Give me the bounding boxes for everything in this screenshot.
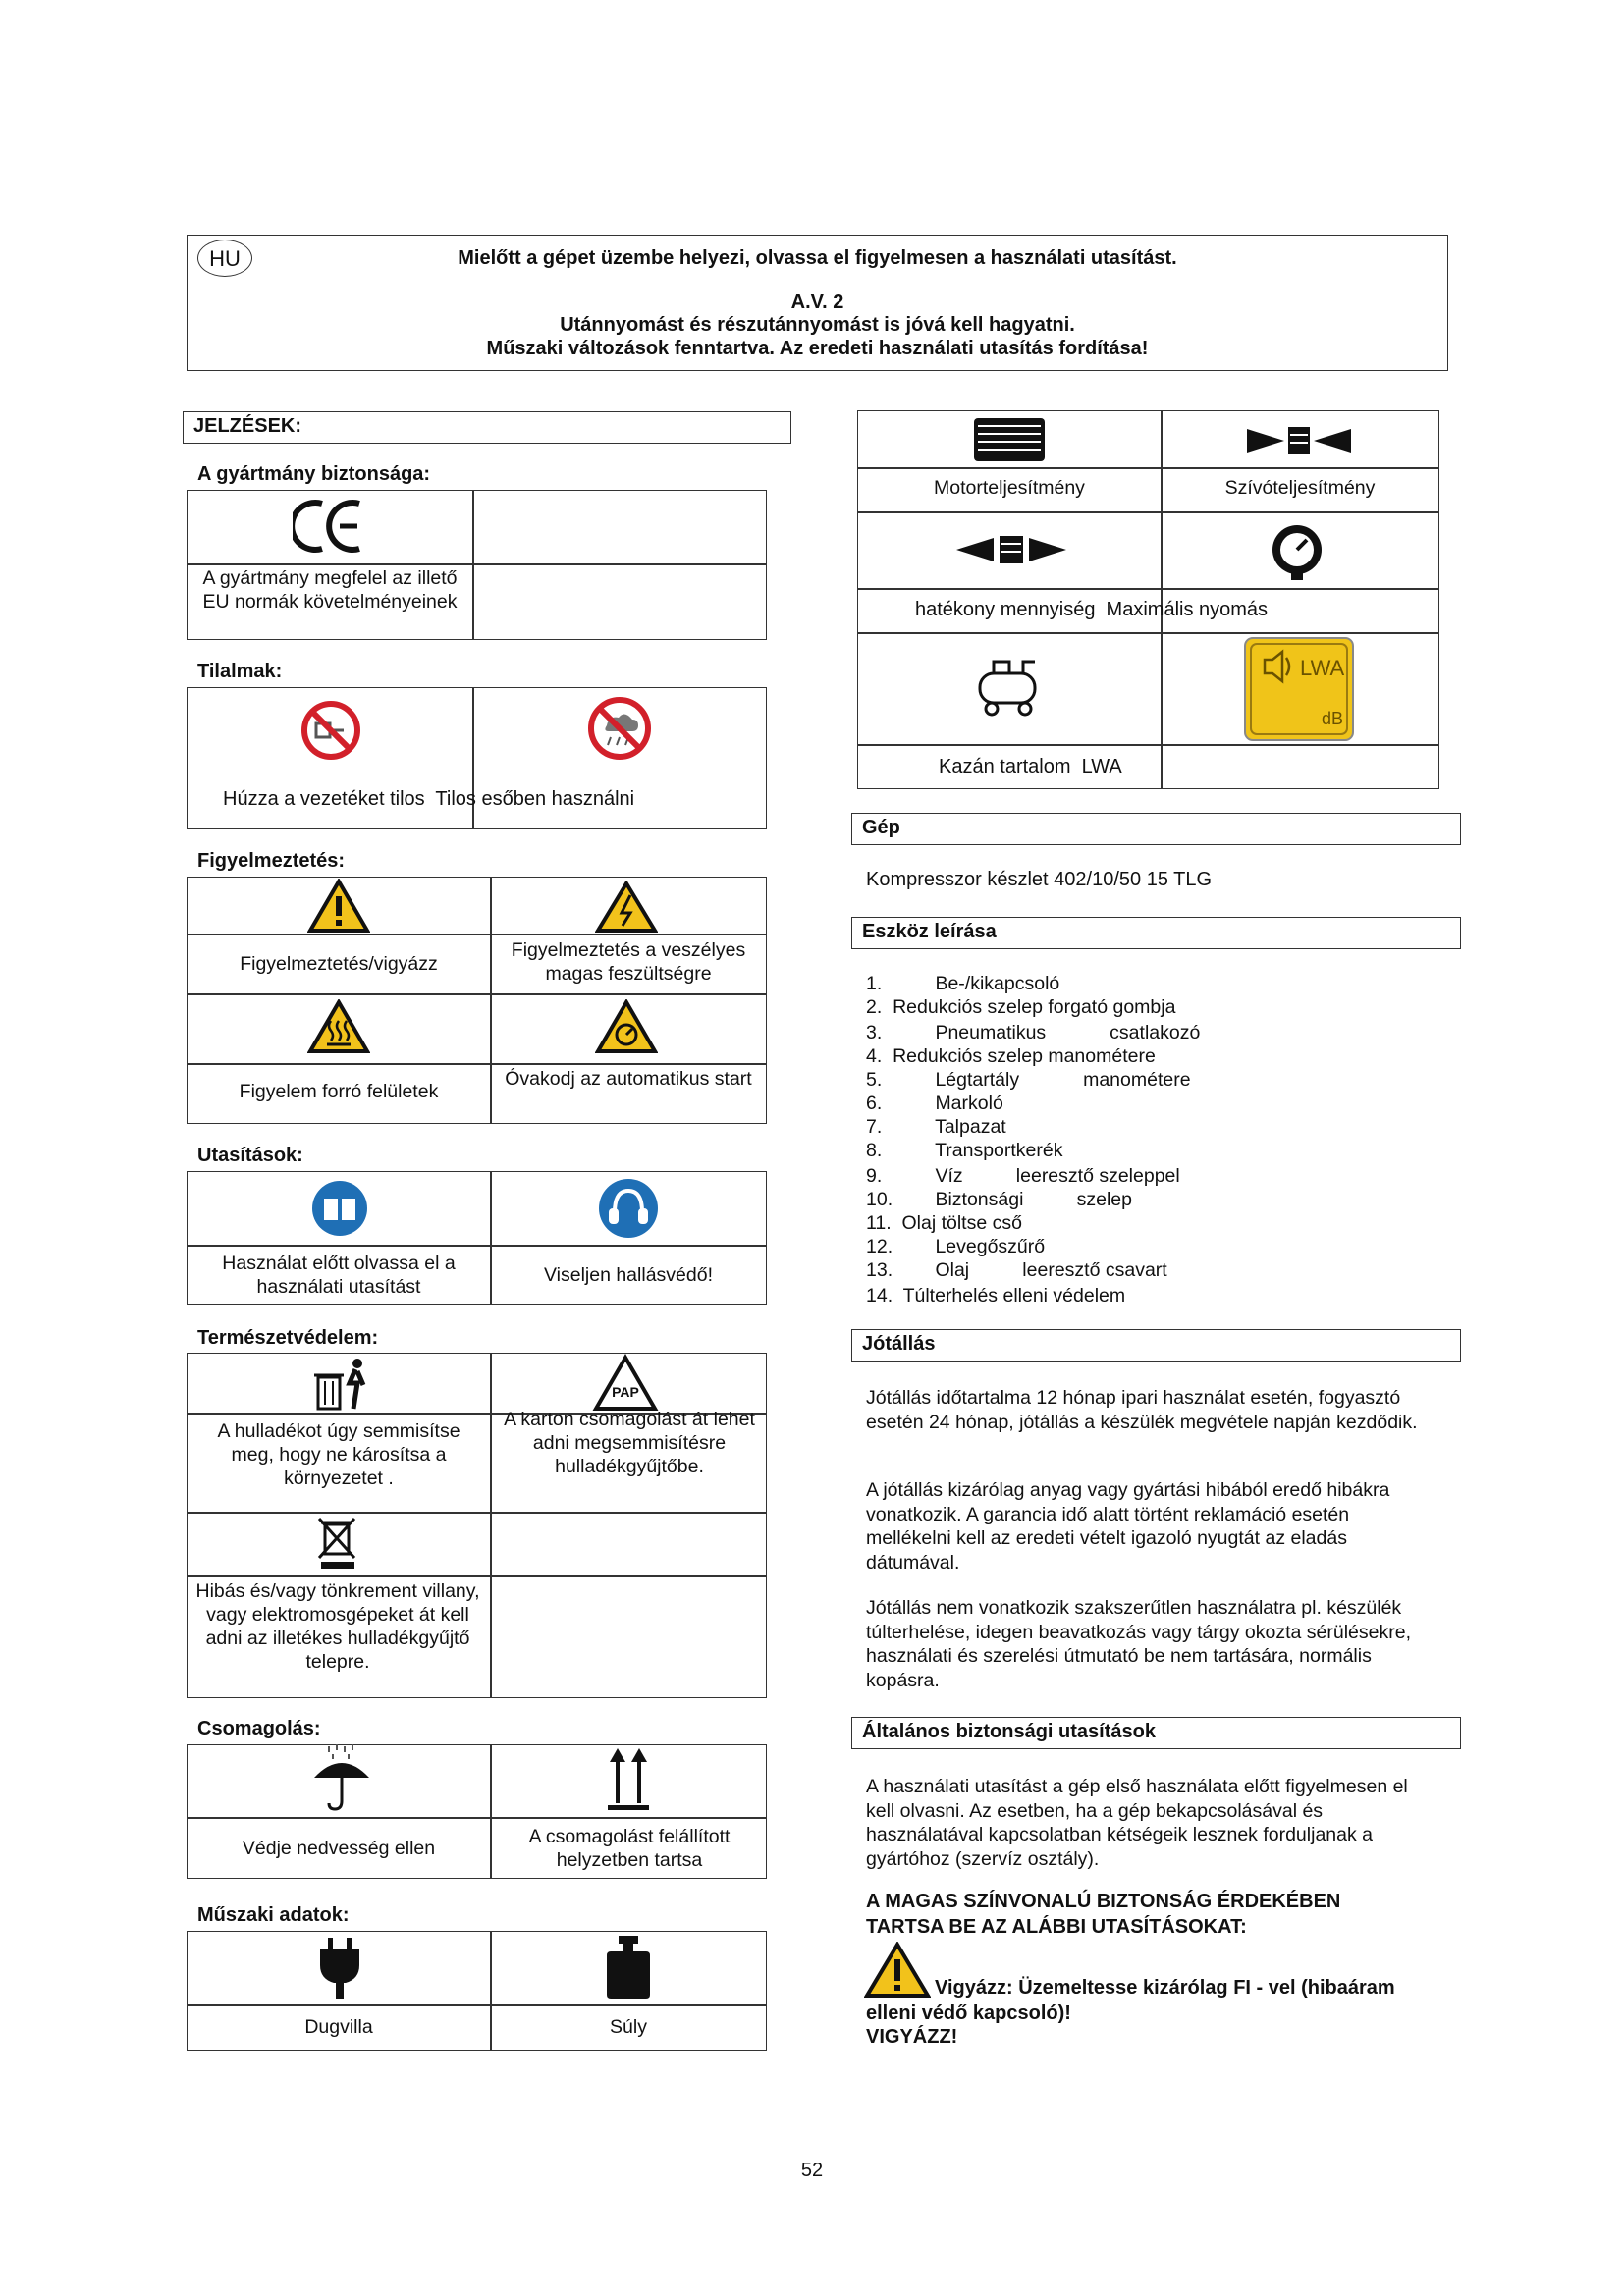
suction-power-label: Szívóteljesítmény: [1224, 477, 1376, 499]
page-number: 52: [800, 2160, 824, 2181]
vigyazz-line-2: elleni védő kapcsoló)!: [866, 2002, 1071, 2024]
tilalmak-title: Tilalmak:: [197, 661, 283, 682]
specs-row2-text: hatékony mennyiség Maximális nyomás: [915, 599, 1269, 620]
weee-crossed-bin-icon: [315, 1515, 360, 1576]
list-item: 9. Víz leeresztő szeleppel: [866, 1165, 1180, 1187]
list-item: 12. Levegőszűrő: [866, 1236, 1046, 1257]
ce-divider-v: [472, 490, 474, 640]
trash-disposal-icon: [312, 1356, 371, 1417]
gep-text: Kompresszor készlet 402/10/50 15 TLG: [866, 869, 1213, 890]
list-item: 13. Olaj leeresztő csavart: [866, 1259, 1167, 1281]
figyelm-label-4: Óvakodj az automatikus start: [505, 1068, 752, 1090]
figyelm-label-2: Figyelmeztetés a veszélyes magas feszültségre: [511, 939, 746, 985]
plug-icon: [316, 1936, 363, 2005]
specs-divider-h2: [857, 511, 1439, 513]
ce-mark-icon: [293, 498, 367, 560]
specs-divider-h4: [857, 632, 1439, 634]
lang-badge: HU: [197, 240, 252, 277]
umbrella-keep-dry-icon: [310, 1744, 373, 1818]
suction-power-icon: [1245, 423, 1353, 463]
header-line-4: Műszaki változások fenntartva. Az eredeti használati utasítás fordítása!: [486, 338, 1149, 359]
utasitasok-divider-h: [187, 1245, 767, 1247]
ce-table: [187, 490, 767, 640]
motor-power-icon: [970, 416, 1049, 468]
muszaki-label-1: Dugvilla: [304, 2016, 373, 2038]
svg-text:PAP: PAP: [612, 1384, 639, 1400]
gep-heading: Gép: [851, 813, 1461, 845]
this-side-up-icon: [604, 1746, 653, 1818]
weight-icon: [603, 1934, 654, 2005]
ear-protection-icon: [597, 1177, 660, 1245]
list-item: 14. Túlterhelés elleni védelem: [866, 1285, 1126, 1307]
utasitasok-title: Utasítások:: [197, 1145, 303, 1166]
csomagolas-divider-h: [187, 1817, 767, 1819]
header-line-2: A.V. 2: [790, 292, 844, 313]
figyelm-label-3: Figyelem forró felületek: [239, 1081, 439, 1102]
figyelm-label-1: Figyelmeztetés/vigyázz: [240, 953, 438, 975]
jelzesek-heading: JELZÉSEK:: [183, 411, 791, 444]
vigyazz-line-1: Vigyázz: Üzemeltesse kizárólag FI - vel (hibaáram: [935, 1977, 1395, 1999]
svg-text:dB: dB: [1322, 709, 1344, 728]
read-manual-icon: [310, 1179, 369, 1243]
utasitasok-divider-v: [490, 1171, 492, 1305]
jotallas-paragraph-3: Jótállás nem vonatkozik szakszerűtlen használatra pl. készülék túlterhelése, idegen beavatkozás vagy tárgy okozta sérülésekre, használati és szerelési útmutató be nem tartására, normális kopásra.: [866, 1597, 1411, 1691]
list-item: 5. Légtartály manométere: [866, 1069, 1191, 1091]
eszkoz-heading: Eszköz leírása: [851, 917, 1461, 949]
muszaki-title: Műszaki adatok:: [197, 1904, 350, 1926]
effective-volume-icon: [954, 532, 1068, 572]
magas-line-1: A MAGAS SZÍNVONALÚ BIZTONSÁG ÉRDEKÉBEN: [866, 1891, 1341, 1912]
altalanos-heading: Általános biztonsági utasítások: [851, 1717, 1461, 1749]
termeszet-label-2: A karton csomagolást át lehet adni megsemmisítésre hulladékgyűjtőbe.: [504, 1409, 755, 1477]
jotallas-paragraph-2: A jótállás kizárólag anyag vagy gyártási hibából eredő hibákra vonatkozik. A garancia idő alatt történt reklamáció esetén mellékelni kell az eredeti vételt igazoló nyugtát az eladás dátumával.: [866, 1479, 1390, 1574]
high-voltage-icon: [595, 881, 658, 938]
figyelm-divider-h2: [187, 993, 767, 995]
motor-power-label: Motorteljesítmény: [934, 477, 1085, 499]
tank-capacity-icon: [974, 656, 1043, 721]
list-item: 2. Redukciós szelep forgató gombja: [866, 996, 1176, 1018]
specs-divider-h3: [857, 588, 1439, 590]
warning-triangle-icon: [307, 879, 370, 938]
ce-text: A gyártmány megfelel az illető EU normák követelményeinek: [202, 567, 458, 613]
figyelm-divider-h3: [187, 1063, 767, 1065]
list-item: 11. Olaj töltse cső: [866, 1212, 1022, 1234]
muszaki-label-2: Súly: [610, 2016, 647, 2038]
specs-row3-text: Kazán tartalom LWA: [939, 756, 1122, 777]
muszaki-divider-h: [187, 2004, 767, 2006]
list-item: 7. Talpazat: [866, 1116, 1006, 1138]
csomagolas-divider-v: [490, 1744, 492, 1879]
vigyazz-line-3: VIGYÁZZ!: [866, 2026, 958, 2048]
jotallas-paragraph-1: Jótállás időtartalma 12 hónap ipari használat esetén, fogyasztó esetén 24 hónap, jótállás a készülék megvétele napján kezdődik.: [866, 1387, 1418, 1433]
csomagolas-label-2: A csomagolást felállított helyzetben tartsa: [528, 1826, 731, 1871]
specs-divider-h1: [857, 467, 1439, 469]
list-item: 3. Pneumatikus csatlakozó: [866, 1022, 1201, 1043]
svg-text:LWA: LWA: [1300, 656, 1345, 680]
header-line-1: Mielőtt a gépet üzembe helyezi, olvassa el figyelmesen a használati utasítást.: [458, 247, 1177, 269]
warning-triangle-icon: [864, 1942, 931, 2003]
csomagolas-title: Csomagolás:: [197, 1718, 321, 1739]
csomagolas-label-1: Védje nedvesség ellen: [242, 1838, 436, 1859]
no-rain-use-icon: [587, 696, 652, 766]
termeszet-divider-v: [490, 1353, 492, 1698]
list-item: 10. Biztonsági szelep: [866, 1189, 1132, 1210]
max-pressure-gauge-icon: [1270, 522, 1325, 586]
lwa-sound-level-icon: [1243, 636, 1355, 747]
jotallas-heading: Jótállás: [851, 1329, 1461, 1362]
auto-start-icon: [595, 999, 658, 1059]
termeszet-label-1: A hulladékot úgy semmisítse meg, hogy ne károsítsa a környezetet .: [217, 1420, 460, 1489]
list-item: 1. Be-/kikapcsoló: [866, 973, 1060, 994]
list-item: 8. Transportkerék: [866, 1140, 1063, 1161]
ce-divider-h: [187, 563, 767, 565]
list-item: 4. Redukciós szelep manométere: [866, 1045, 1156, 1067]
hot-surface-icon: [307, 999, 370, 1059]
termeszet-label-3: Hibás és/vagy tönkrement villany, vagy elektromosgépeket át kell adni az illetékes hulladékgyűjtő telepre.: [195, 1580, 480, 1673]
header-line-3: Utánnyomást és részutánnyomást is jóvá kell hagyatni.: [560, 314, 1075, 336]
utasitasok-label-1: Használat előtt olvassa el a használati utasítást: [222, 1253, 456, 1298]
muszaki-divider-v: [490, 1931, 492, 2051]
biztonsag-title: A gyártmány biztonsága:: [197, 463, 431, 485]
termeszet-divider-h2: [187, 1512, 767, 1514]
termeszet-title: Természetvédelem:: [197, 1327, 379, 1349]
termeszet-divider-h3: [187, 1575, 767, 1577]
utasitasok-label-2: Viseljen hallásvédő!: [543, 1264, 713, 1286]
no-pull-cord-icon: [300, 700, 361, 766]
figyelm-title: Figyelmeztetés:: [197, 850, 346, 872]
figyelm-divider-v: [490, 877, 492, 1124]
list-item: 6. Markoló: [866, 1093, 1003, 1114]
altalanos-paragraph: A használati utasítást a gép első használata előtt figyelmesen el kell olvasni. Az esetben, ha a gép bekapcsolásával és használatával kapcsolatban kétségeik lesznek forduljanak a gyártóhoz (szervíz osztály).: [866, 1776, 1408, 1870]
tilalmak-text: Húzza a vezetéket tilos Tilos esőben használni: [223, 788, 635, 810]
magas-line-2: TARTSA BE AZ ALÁBBI UTASÍTÁSOKAT:: [866, 1916, 1247, 1938]
figyelm-divider-h1: [187, 934, 767, 935]
